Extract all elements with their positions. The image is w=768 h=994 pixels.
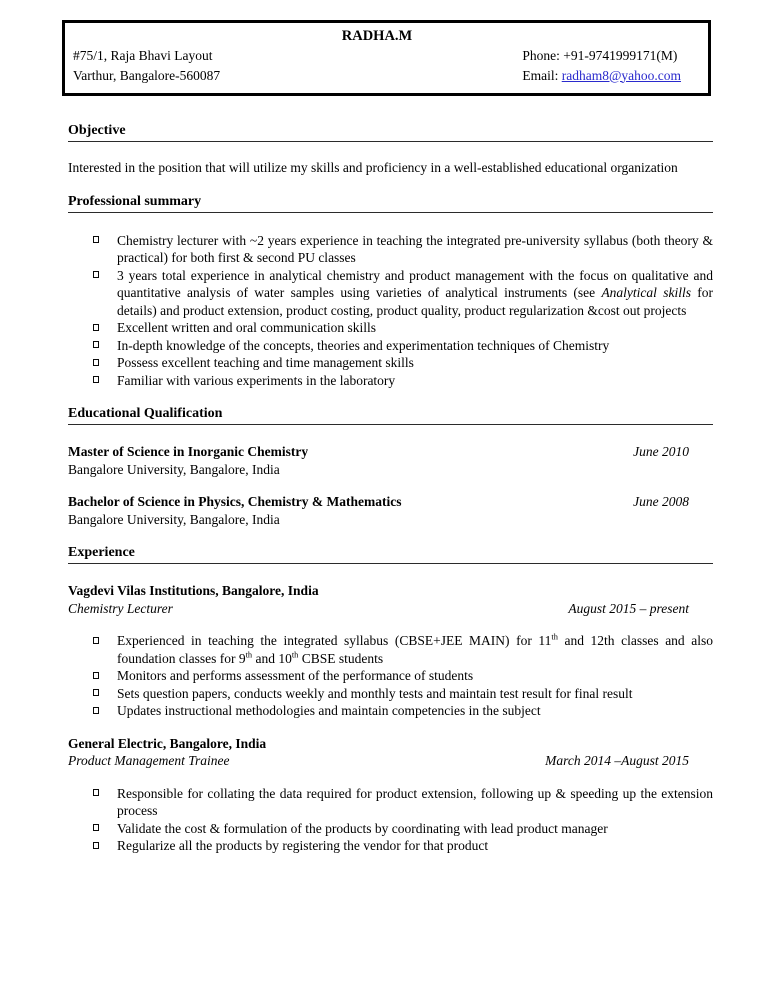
job-bullet-3: [92, 837, 713, 855]
square-bullet-icon: [93, 789, 99, 796]
section-heading-experience: Experience: [68, 544, 713, 564]
job-dates: March 2014 –August 2015: [545, 753, 689, 768]
section-heading-objective: Objective: [68, 122, 713, 142]
degree-date: June 2010: [633, 444, 689, 459]
header-box: [62, 20, 711, 96]
job-bullet-1: [92, 785, 713, 820]
role-row: [68, 752, 713, 770]
bullet-text: Regularize all the products by registering the vendor for that product: [117, 838, 489, 853]
bullet-text: Chemistry lecturer with ~2 years experience in teaching the integrated pre-university syllabus (both theory & practical) for both first & second PU classes: [117, 232, 713, 265]
bullet-text: Possess excellent teaching and time management skills: [117, 355, 414, 370]
ordinal-superscript: th: [291, 650, 299, 659]
degree-title: Bachelor of Science in Physics, Chemistry & Mathematics: [68, 494, 402, 509]
bullet-text: and 12th classes and also foundation classes for 9: [117, 633, 713, 666]
candidate-name: RADHA.M: [341, 28, 413, 44]
bullet-text: and 10: [252, 650, 292, 666]
square-bullet-icon: [93, 236, 99, 243]
email-label: Email:: [522, 67, 559, 83]
job-role: Chemistry Lecturer: [68, 600, 173, 616]
address-line-1: #75/1, Raja Bhavi Layout: [73, 48, 213, 63]
job-dates: August 2015 – present: [568, 600, 689, 616]
job-bullet-3: [92, 685, 713, 703]
bullet-text: 3 years total experience in analytical chemistry and product management with the focus on qualitative and quantitative analysis of water samples using varieties of analytical instruments (see: [117, 267, 713, 300]
objective-text: Interested in the position that will utilize my skills and proficiency in a well-established educational organization: [68, 160, 678, 175]
bullet-text: Experienced in teaching the integrated syllabus (CBSE+JEE MAIN) for 11: [117, 633, 552, 648]
degree-row: [68, 443, 713, 461]
company-line: [68, 735, 713, 753]
phone-line: [522, 46, 681, 66]
phone-value: +91-9741999171(M): [563, 48, 678, 63]
bullet-text: for details) and product extension, product costing, product quality, product regularization &cost out projects: [117, 285, 713, 318]
phone-label: Phone:: [522, 48, 560, 63]
job-bullet-list: [92, 632, 713, 720]
contact-block: [522, 46, 681, 85]
bullet-text: Monitors and performs assessment of the performance of students: [117, 668, 474, 683]
institution-name: Bangalore University, Bangalore, India: [68, 511, 280, 527]
degree-title: Master of Science in Inorganic Chemistry: [68, 444, 309, 459]
summary-bullet-2: [92, 267, 713, 320]
bullet-text: Updates instructional methodologies and maintain competencies in the subject: [117, 703, 541, 718]
bullet-text: Responsible for collating the data required for product extension, following up & speeding up the extension process: [117, 785, 713, 818]
square-bullet-icon: [93, 376, 99, 383]
degree-date: June 2008: [633, 494, 689, 509]
analytical-skills-reference: Analytical skills: [601, 285, 691, 300]
address-block: [73, 46, 220, 85]
education-entry-bsc: [68, 493, 713, 528]
square-bullet-icon: [93, 842, 99, 849]
bullet-text: CBSE students: [298, 650, 384, 666]
address-line-2: Varthur, Bangalore-560087: [73, 67, 221, 83]
square-bullet-icon: [93, 271, 99, 278]
square-bullet-icon: [93, 707, 99, 714]
square-bullet-icon: [93, 824, 99, 831]
section-heading-education: Educational Qualification: [68, 405, 713, 425]
company-location: , Bangalore, India: [215, 583, 319, 598]
company-name: Vagdevi Vilas Institutions: [68, 583, 216, 598]
square-bullet-icon: [93, 324, 99, 331]
ordinal-superscript: th: [245, 650, 253, 659]
section-heading-professional-summary: Professional summary: [68, 193, 713, 213]
job-bullet-list: [92, 785, 713, 855]
square-bullet-icon: [93, 359, 99, 366]
square-bullet-icon: [93, 637, 99, 644]
bullet-text: Validate the cost & formulation of the products by coordinating with lead product manager: [117, 820, 608, 836]
role-row: [68, 600, 713, 618]
job-bullet-2: [92, 820, 713, 838]
company-name: General Electric: [68, 735, 163, 751]
company-line: [68, 582, 713, 600]
bullet-text: In-depth knowledge of the concepts, theories and experimentation techniques of Chemistry: [117, 337, 610, 353]
job-bullet-2: [92, 667, 713, 685]
ordinal-superscript: th: [551, 632, 558, 642]
bullet-text: Familiar with various experiments in the laboratory: [117, 372, 396, 388]
summary-bullet-list: [92, 232, 713, 390]
square-bullet-icon: [93, 672, 99, 679]
bullet-text: Sets question papers, conducts weekly and monthly tests and maintain test result for final result: [117, 685, 633, 701]
summary-bullet-3: [92, 319, 713, 337]
square-bullet-icon: [93, 689, 99, 696]
institution-name: Bangalore University, Bangalore, India: [68, 461, 280, 477]
summary-bullet-5: [92, 354, 713, 372]
job-entry-vagdevi: [68, 582, 713, 720]
job-role: Product Management Trainee: [68, 753, 230, 768]
header-columns: [73, 46, 681, 85]
company-location: , Bangalore, India: [162, 735, 267, 751]
email-link[interactable]: radham8@yahoo.com: [561, 67, 681, 83]
summary-bullet-6: [92, 372, 713, 390]
summary-bullet-1: [92, 232, 713, 267]
education-entry-msc: [68, 443, 713, 478]
square-bullet-icon: [93, 341, 99, 348]
bullet-text: Excellent written and oral communication skills: [117, 320, 377, 335]
job-bullet-1: [92, 632, 713, 667]
degree-row: [68, 493, 713, 511]
email-line: [522, 66, 681, 86]
job-entry-general-electric: [68, 735, 713, 855]
job-bullet-4: [92, 702, 713, 720]
summary-bullet-4: [92, 337, 713, 355]
